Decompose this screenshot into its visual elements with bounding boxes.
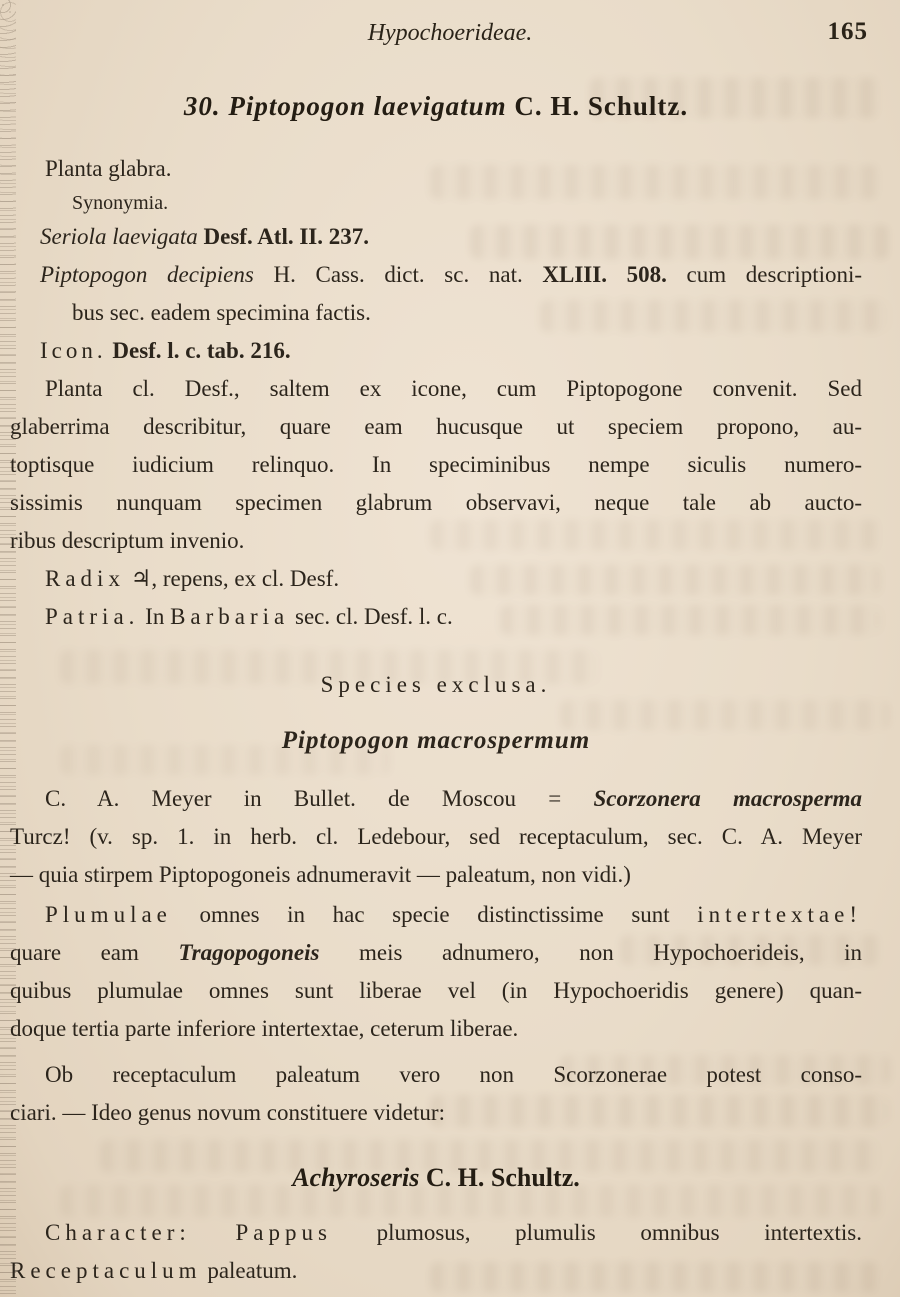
- patria-place: Barbaria: [170, 604, 290, 629]
- paragraph-5: [10, 1214, 862, 1290]
- species-title: [10, 88, 862, 124]
- radix-label: Radix: [45, 566, 125, 591]
- paragraph-4: [10, 1056, 862, 1132]
- tragopogoneis-name: Tragopogoneis: [178, 940, 320, 965]
- synonym-2-name: Piptopogon decipiens: [40, 262, 254, 287]
- text-line: Turcz! (v. sp. 1. in herb. cl. Ledebour, sed receptaculum, sec. C. A. Meyer: [10, 824, 862, 849]
- pappus-emphasis: Pappus: [235, 1220, 332, 1245]
- text-line: — quia stirpem Piptopogoneis adnumeravit — paleatum, non vidi.): [10, 862, 631, 887]
- text-line: toptisque iudicium relinquo. In speciminibus nempe siculis numero-: [10, 452, 862, 477]
- patria-label: Patria.: [45, 604, 140, 629]
- paragraph-3: [10, 896, 862, 1048]
- text-line: [10, 896, 862, 934]
- character-label: Character:: [45, 1220, 191, 1245]
- plumulae-text: omnes in hac specie distinctissime sunt: [199, 902, 670, 927]
- receptaculum-text: paleatum.: [207, 1258, 298, 1283]
- text-line: sissimis nunquam specimen glabrum observavi, neque tale ab aucto-: [10, 490, 862, 515]
- icon-line: [10, 332, 862, 370]
- scorzonera-name: Scorzonera macrosperma: [593, 786, 863, 811]
- icon-label: Icon.: [40, 338, 107, 363]
- text-line: Planta cl. Desf., saltem ex icone, cum Piptopogone convenit. Sed: [45, 376, 862, 401]
- planta-line: Planta glabra.: [45, 156, 172, 181]
- meyer-citation: C. A. Meyer in Bullet. de Moscou: [45, 786, 517, 811]
- quare-text-rest: meis adnumero, non Hypochoerideis, in: [358, 940, 863, 965]
- text-line: ribus descriptum invenio.: [10, 528, 245, 553]
- patria-line: [10, 598, 862, 636]
- icon-ref: Desf. l. c. tab. 216.: [112, 338, 291, 363]
- running-head: Hypochoerideae.: [367, 20, 533, 46]
- paragraph-2: [10, 780, 862, 894]
- text-line: ciari. — Ideo genus novum constituere videtur:: [10, 1100, 445, 1125]
- species-exclusa-heading: Species exclusa.: [320, 672, 552, 697]
- genus-author: C. H. Schultz.: [425, 1163, 580, 1192]
- synonym-2-ref-a: H. Cass. dict. sc. nat.: [273, 262, 523, 287]
- text-line: [10, 1214, 862, 1252]
- paragraph-1: [10, 370, 862, 560]
- quare-text: quare eam: [10, 940, 139, 965]
- text-line: Ob receptaculum paleatum vero non Scorzonerae potest conso-: [45, 1062, 862, 1087]
- text-line: glaberrima describitur, quare eam hucusque ut speciem propono, au-: [10, 414, 862, 439]
- text-line: [10, 934, 862, 972]
- excluded-species-name: Piptopogon macrospermum: [281, 727, 591, 754]
- synonym-2-ref-b: XLIII. 508.: [542, 262, 667, 287]
- synonym-line-2-cont: bus sec. eadem specimina factis.: [72, 300, 371, 325]
- synonym-1-name: Seriola laevigata: [40, 224, 198, 249]
- patria-text: sec. cl. Desf. l. c.: [295, 604, 453, 629]
- synonymia-label: Synonymia.: [72, 192, 169, 214]
- synonym-line-2: [10, 256, 862, 294]
- perennial-symbol: ♃: [130, 566, 152, 592]
- patria-in: In: [145, 604, 165, 629]
- text-line: doque tertia parte inferiore intertextae, ceterum liberae.: [10, 1016, 519, 1041]
- text-line: [10, 780, 862, 818]
- receptaculum-emphasis: Receptaculum: [10, 1258, 202, 1283]
- synonym-2-ref-c: cum descriptioni-: [686, 262, 863, 287]
- character-text: plumosus, plumulis omnibus intertextis.: [376, 1220, 862, 1245]
- text-line: quibus plumulae omnes sunt liberae vel (in Hypochoeridis genere) quan-: [10, 978, 862, 1003]
- synonym-line-1: [10, 218, 862, 256]
- species-title-name: 30. Piptopogon laevigatum: [183, 91, 507, 121]
- radix-line: [10, 560, 862, 598]
- page-number: 165: [827, 18, 868, 45]
- synonym-1-ref: Desf. Atl. II. 237.: [203, 224, 370, 249]
- genus-name: Achyroseris: [292, 1163, 420, 1192]
- intertextae-emphasis: intertextae!: [697, 902, 863, 927]
- equals-sign: =: [548, 786, 562, 811]
- genus-heading: [10, 1160, 862, 1196]
- text-line: [10, 1252, 862, 1290]
- plumulae-emphasis: Plumulae: [45, 902, 172, 927]
- species-title-author: C. H. Schultz.: [514, 91, 689, 121]
- radix-text: , repens, ex cl. Desf.: [151, 566, 340, 591]
